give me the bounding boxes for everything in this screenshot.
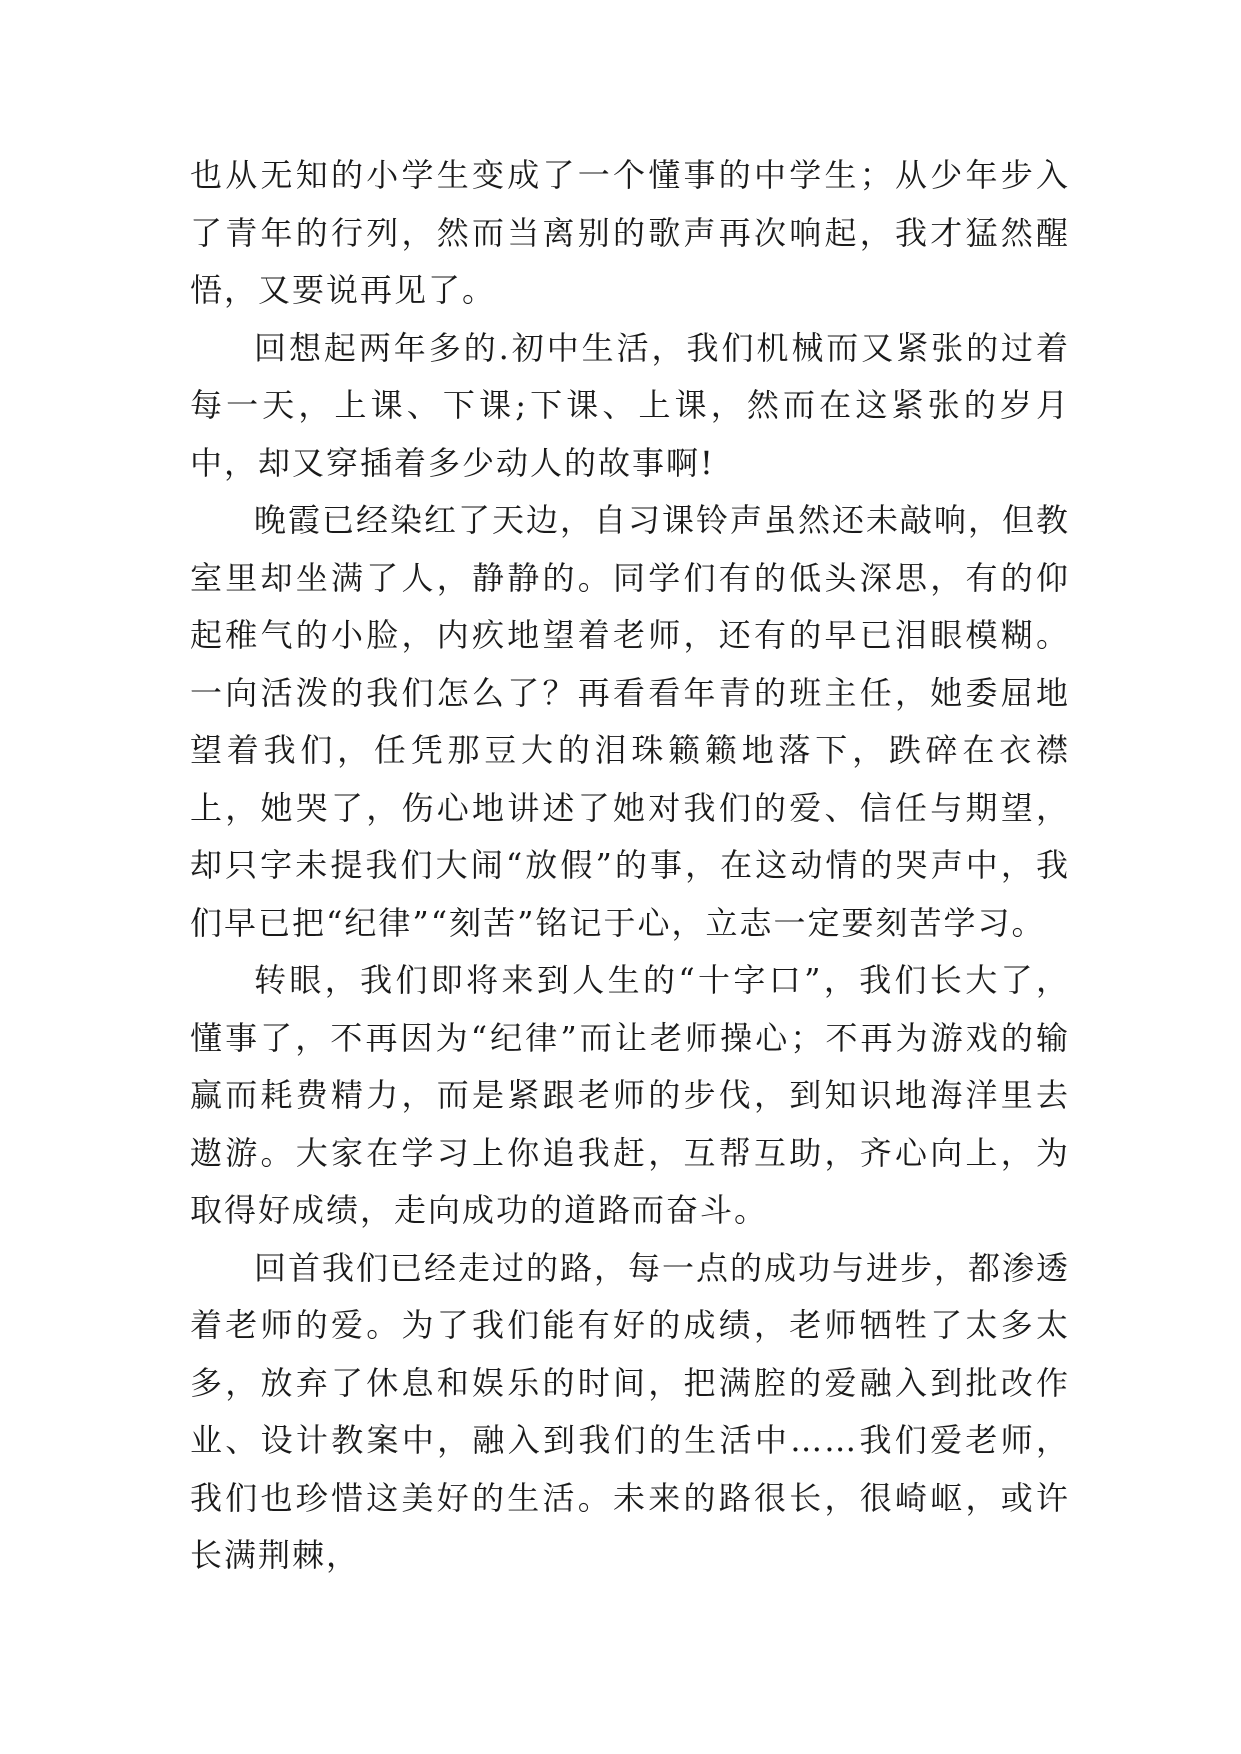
- paragraph: 回想起两年多的.初中生活，我们机械而又紧张的过着每一天，上课、下课;下课、上课，然而在这紧张的岁月中，却又穿插着多少动人的故事啊!: [190, 328, 1070, 482]
- body-text: [190, 147, 1070, 1585]
- paragraph: 也从无知的小学生变成了一个懂事的中学生；从少年步入了青年的行列，然而当离别的歌声再次响起，我才猛然醒悟，又要说再见了。: [190, 156, 1070, 309]
- paragraph: 转眼，我们即将来到人生的“十字口”，我们长大了，懂事了，不再因为“纪律”而让老师操心；不再为游戏的输赢而耗费精力，而是紧跟老师的步伐，到知识地海洋里去遨游。大家在学习上你追我赶，互帮互助，齐心向上，为取得好成绩，走向成功的道路而奋斗。: [190, 961, 1070, 1229]
- paragraph: 回首我们已经走过的路，每一点的成功与进步，都渗透着老师的爱。为了我们能有好的成绩，老师牺牲了太多太多，放弃了休息和娱乐的时间，把满腔的爱融入到批改作业、设计教案中，融入到我们的生活中……我们爱老师，我们也珍惜这美好的生活。未来的路很长，很崎岖，或许长满荆棘，: [190, 1248, 1071, 1574]
- paragraph: 晚霞已经染红了天边，自习课铃声虽然还未敲响，但教室里却坐满了人，静静的。同学们有的低头深思，有的仰起稚气的小脸，内疚地望着老师，还有的早已泪眼模糊。一向活泼的我们怎么了？再看看年青的班主任，她委屈地望着我们，任凭那豆大的泪珠籁籁地落下，跌碎在衣襟上，她哭了，伤心地讲述了她对我们的爱、信任与期望，却只字未提我们大闹“放假”的事，在这动情的哭声中，我们早已把“纪律”“刻苦”铭记于心，立志一定要刻苦学习。: [190, 501, 1071, 942]
